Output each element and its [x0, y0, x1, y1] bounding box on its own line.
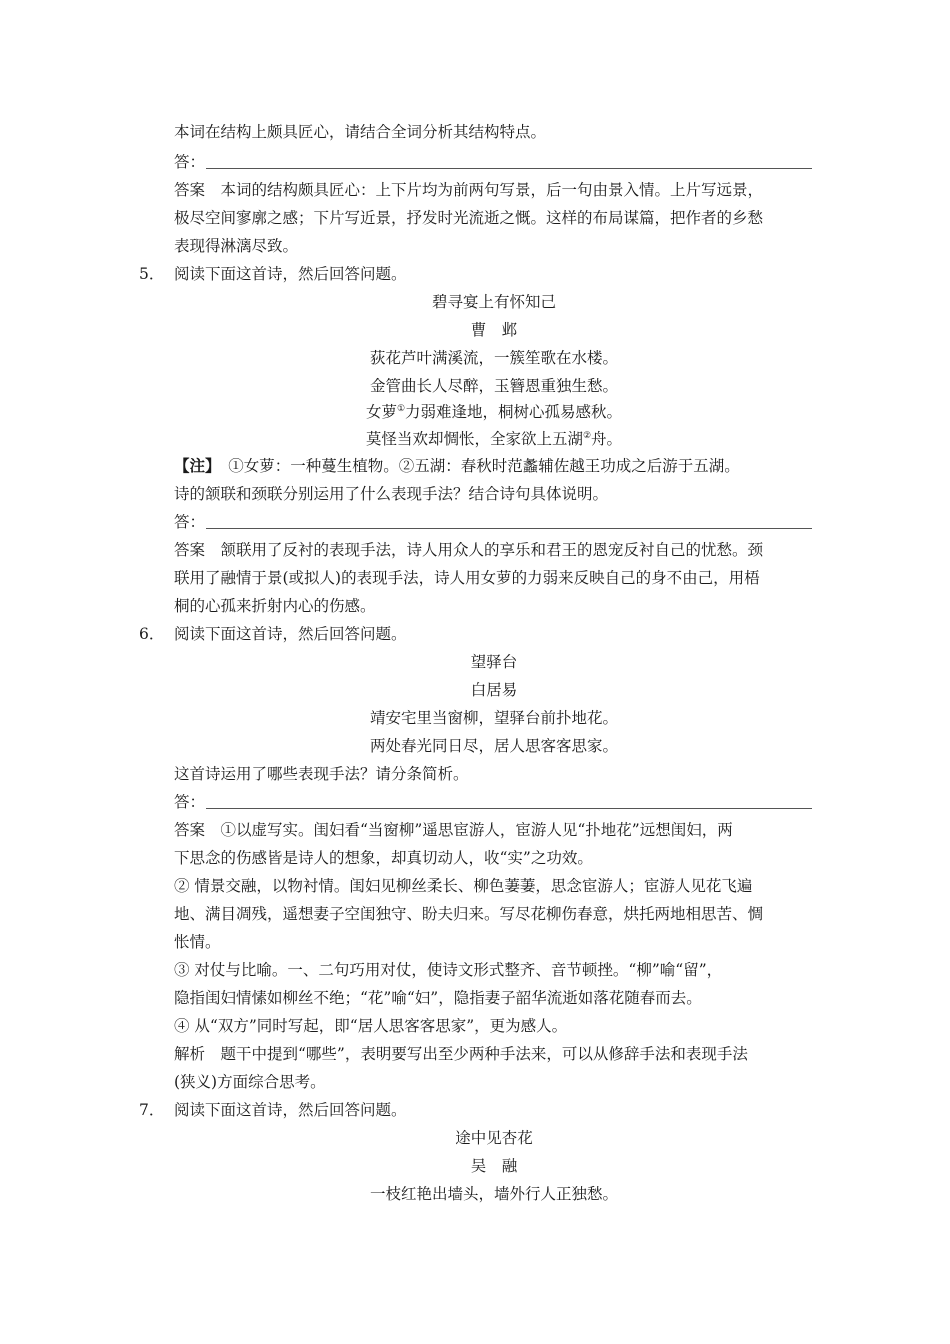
- q6-answer-line-4: 地、满目凋残，遥想妻子空闺独守、盼夫归来。写尽花柳伤春意，烘托两地相思苦、惆: [174, 905, 764, 923]
- q4-answer-line[interactable]: [206, 168, 812, 169]
- q5-answer-line[interactable]: [206, 528, 812, 529]
- q5-poem-line-2: 金管曲长人尽醉，玉簪恩重独生愁。: [369, 377, 618, 395]
- q5-line4-part-b: 舟。: [591, 430, 623, 448]
- q5-footnote-mark-1: ①: [396, 403, 406, 414]
- q6-answer-line-8: ④ 从“双方”同时写起，即“居人思客客思家”，更为感人。: [174, 1017, 568, 1035]
- q5-answer-prompt: 答：: [174, 513, 206, 531]
- q7-poet: 吴 融: [470, 1157, 518, 1175]
- q6-answer-line-7: 隐指闺妇情愫如柳丝不绝；“花”喻“妇”，隐指妻子韶华流逝如落花随春而去。: [174, 989, 702, 1007]
- q6-answer-line-1: 答案 ①以虚写实。闺妇看“当窗柳”遥思宦游人，宦游人见“扑地花”远想闺妇，两: [174, 821, 733, 839]
- q7-poem-title: 途中见杏花: [455, 1129, 533, 1147]
- q6-analysis-line-1: 解析 题干中提到“哪些”，表明要写出至少两种手法来，可以从修辞手法和表现手法: [174, 1045, 748, 1063]
- q7-intro: 阅读下面这首诗，然后回答问题。: [174, 1101, 407, 1119]
- q4-answer-line-1: 答案 本词的结构颇具匠心：上下片均为前两句写景，后一句由景入情。上片写远景，: [174, 181, 764, 199]
- q6-analysis-line-2: (狭义)方面综合思考。: [174, 1073, 326, 1091]
- q6-poet: 白居易: [470, 681, 518, 699]
- q5-note-label: 【注】: [174, 456, 213, 475]
- q5-answer-line-1: 答案 颔联用了反衬的表现手法，诗人用众人的享乐和君王的恩宠反衬自己的忧愁。颈: [174, 541, 764, 559]
- q6-answer-prompt: 答：: [174, 793, 206, 811]
- q6-answer-line-5: 怅情。: [174, 933, 221, 951]
- q6-answer-line-6: ③ 对仗与比喻。一、二句巧用对仗，使诗文形式整齐、音节顿挫。“柳”喻“留”，: [174, 961, 723, 979]
- q5-poet: 曹 邺: [470, 321, 518, 339]
- q5-poem-title: 碧寻宴上有怀知己: [431, 293, 556, 311]
- q4-answer-line-2: 极尽空间寥廓之感；下片写近景，抒发时光流逝之慨。这样的布局谋篇，把作者的乡愁: [174, 209, 764, 227]
- q6-poem-line-1: 靖安宅里当窗柳，望驿台前扑地花。: [369, 709, 618, 727]
- q7-poem-line-1: 一枝红艳出墙头，墙外行人正独愁。: [369, 1185, 618, 1203]
- q5-note-text: ①女萝：一种蔓生植物。②五湖：春秋时范蠡辅佐越王功成之后游于五湖。: [212, 457, 740, 475]
- q5-poem-line-3: [174, 402, 814, 422]
- q5-line3-part-a: 女萝: [365, 403, 397, 421]
- q6-poem-line-2: 两处春光同日尽，居人思客客思家。: [369, 737, 618, 755]
- q5-number: 5．: [139, 265, 165, 283]
- q5-intro: 阅读下面这首诗，然后回答问题。: [174, 265, 407, 283]
- q6-answer-line-2: 下思念的伤感皆是诗人的想象，却真切动人，收“实”之功效。: [174, 849, 593, 867]
- q7-number: 7．: [139, 1101, 165, 1119]
- q6-answer-line-3: ② 情景交融，以物衬情。闺妇见柳丝柔长、柳色萋萋，思念宦游人；宦游人见花飞遍: [174, 877, 753, 895]
- q5-line3-part-b: 力弱难逢地，桐树心孤易感秋。: [405, 403, 623, 421]
- q5-footnote-mark-2: ②: [582, 430, 592, 441]
- q4-question: 本词在结构上颇具匠心，请结合全词分析其结构特点。: [174, 123, 547, 141]
- q5-poem-line-4: [174, 429, 814, 449]
- q5-line4-part-a: 莫怪当欢却惆怅，全家欲上五湖: [365, 430, 583, 448]
- q4-answer-line-3: 表现得淋漓尽致。: [174, 237, 299, 255]
- q5-note: [174, 456, 814, 476]
- q6-intro: 阅读下面这首诗，然后回答问题。: [174, 625, 407, 643]
- q4-answer-prompt: 答：: [174, 153, 206, 171]
- q5-answer-line-3: 桐的心孤来折射内心的伤感。: [174, 597, 376, 615]
- q5-poem-line-1: 荻花芦叶满溪流，一簇笙歌在水楼。: [369, 349, 618, 367]
- q5-answer-line-2: 联用了融情于景(或拟人)的表现手法，诗人用女萝的力弱来反映自己的身不由己，用梧: [174, 569, 760, 587]
- q6-poem-title: 望驿台: [470, 653, 518, 671]
- q6-answer-line[interactable]: [206, 808, 812, 809]
- q6-number: 6．: [139, 625, 165, 643]
- q5-question: 诗的颔联和颈联分别运用了什么表现手法？结合诗句具体说明。: [174, 485, 609, 503]
- q6-question: 这首诗运用了哪些表现手法？请分条简析。: [174, 765, 469, 783]
